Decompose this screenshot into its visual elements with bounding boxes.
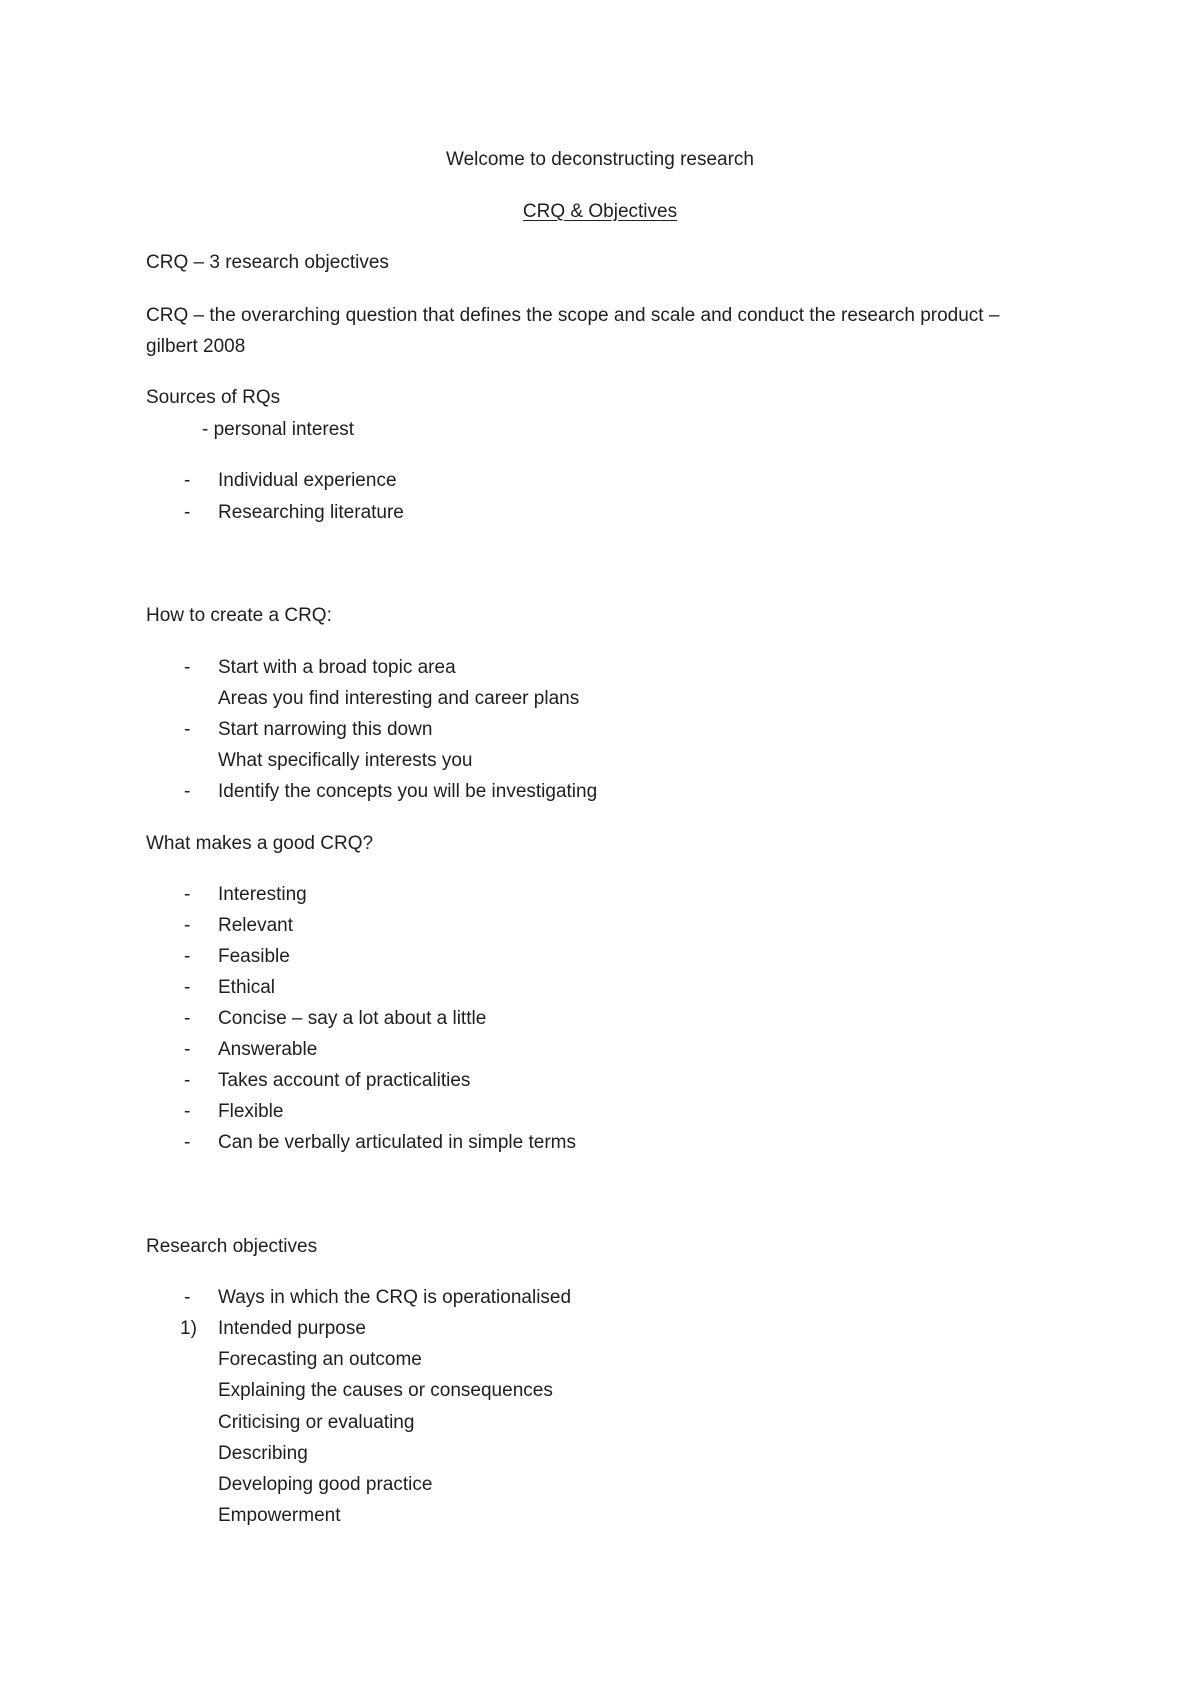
how-heading: How to create a CRQ: bbox=[146, 605, 332, 626]
good-heading: What makes a good CRQ? bbox=[146, 833, 374, 854]
list-item-continuation bbox=[0, 1350, 1200, 1374]
list-item bbox=[0, 947, 1200, 971]
list-item-text: Can be verbally articulated in simple terms bbox=[218, 1132, 576, 1153]
dash-marker: - bbox=[184, 781, 191, 802]
list-item-text: Flexible bbox=[218, 1101, 284, 1122]
dash-marker: - bbox=[184, 946, 191, 967]
dash-marker: - bbox=[184, 1008, 191, 1029]
list-item-text: Start with a broad topic area bbox=[218, 657, 456, 678]
page-title: Welcome to deconstructing research bbox=[445, 149, 755, 170]
dash-marker: - bbox=[184, 719, 191, 740]
sources-heading: Sources of RQs bbox=[146, 387, 281, 408]
list-item-text: Areas you find interesting and career plans bbox=[218, 688, 580, 709]
list-item-text: Ways in which the CRQ is operationalised bbox=[218, 1287, 572, 1308]
list-item-continuation bbox=[0, 1444, 1200, 1468]
dash-marker: - bbox=[184, 884, 191, 905]
crq-summary: CRQ – 3 research objectives bbox=[146, 252, 389, 273]
list-item-text: Empowerment bbox=[218, 1505, 341, 1526]
list-item-text: Feasible bbox=[218, 946, 290, 967]
list-item bbox=[0, 1133, 1200, 1157]
list-item-text: Criticising or evaluating bbox=[218, 1412, 415, 1433]
list-item-continuation bbox=[0, 1381, 1200, 1405]
list-item-continuation bbox=[0, 751, 1200, 775]
list-item-continuation bbox=[0, 1506, 1200, 1530]
list-item bbox=[0, 978, 1200, 1002]
list-item-text: Forecasting an outcome bbox=[218, 1349, 422, 1370]
number-marker: 1) bbox=[180, 1318, 197, 1339]
numbered-item bbox=[0, 1319, 1200, 1343]
list-item bbox=[0, 503, 1200, 527]
objectives-heading: Research objectives bbox=[146, 1236, 318, 1257]
list-item-text: Answerable bbox=[218, 1039, 318, 1060]
list-item-text: What specifically interests you bbox=[218, 750, 473, 771]
list-item bbox=[0, 658, 1200, 682]
list-item-text: Researching literature bbox=[218, 502, 404, 523]
list-item bbox=[0, 720, 1200, 744]
subtitle-text: CRQ & Objectives bbox=[522, 201, 678, 222]
dash-marker: - bbox=[184, 1287, 191, 1308]
list-item-text: Interesting bbox=[218, 884, 307, 905]
dash-marker: - bbox=[184, 915, 191, 936]
list-item-text: Takes account of practicalities bbox=[218, 1070, 471, 1091]
list-item bbox=[0, 1071, 1200, 1095]
list-item-text: Intended purpose bbox=[218, 1318, 366, 1339]
dash-marker: - bbox=[184, 470, 191, 491]
dash-marker: - bbox=[184, 1101, 191, 1122]
list-item bbox=[0, 916, 1200, 940]
dash-marker: - bbox=[184, 1070, 191, 1091]
list-item bbox=[0, 1102, 1200, 1126]
list-item bbox=[0, 782, 1200, 806]
list-item-text: Concise – say a lot about a little bbox=[218, 1008, 487, 1029]
list-item-text: Identify the concepts you will be investigating bbox=[218, 781, 598, 802]
list-item bbox=[0, 1288, 1200, 1312]
list-item bbox=[0, 885, 1200, 909]
list-item bbox=[0, 1040, 1200, 1064]
dash-marker: - bbox=[184, 1132, 191, 1153]
list-item-text: Ethical bbox=[218, 977, 276, 998]
dash-marker: - bbox=[184, 977, 191, 998]
crq-definition-line2: gilbert 2008 bbox=[146, 336, 246, 357]
list-item-continuation bbox=[0, 1475, 1200, 1499]
dash-marker: - bbox=[184, 1039, 191, 1060]
list-item-text: Relevant bbox=[218, 915, 293, 936]
list-item-text: Start narrowing this down bbox=[218, 719, 433, 740]
crq-definition-line1: CRQ – the overarching question that defines the scope and scale and conduct the research product – bbox=[146, 305, 1000, 326]
dash-marker: - bbox=[184, 657, 191, 678]
list-item-continuation bbox=[0, 689, 1200, 713]
list-item-text: Developing good practice bbox=[218, 1474, 433, 1495]
list-item-text: Describing bbox=[218, 1443, 308, 1464]
list-item bbox=[0, 1009, 1200, 1033]
list-item-continuation bbox=[0, 1413, 1200, 1437]
dash-marker: - bbox=[184, 502, 191, 523]
page-subtitle bbox=[0, 202, 1200, 221]
list-item bbox=[0, 471, 1200, 495]
sources-first-item: - personal interest bbox=[202, 419, 355, 440]
list-item-text: Individual experience bbox=[218, 470, 397, 491]
list-item-text: Explaining the causes or consequences bbox=[218, 1380, 553, 1401]
